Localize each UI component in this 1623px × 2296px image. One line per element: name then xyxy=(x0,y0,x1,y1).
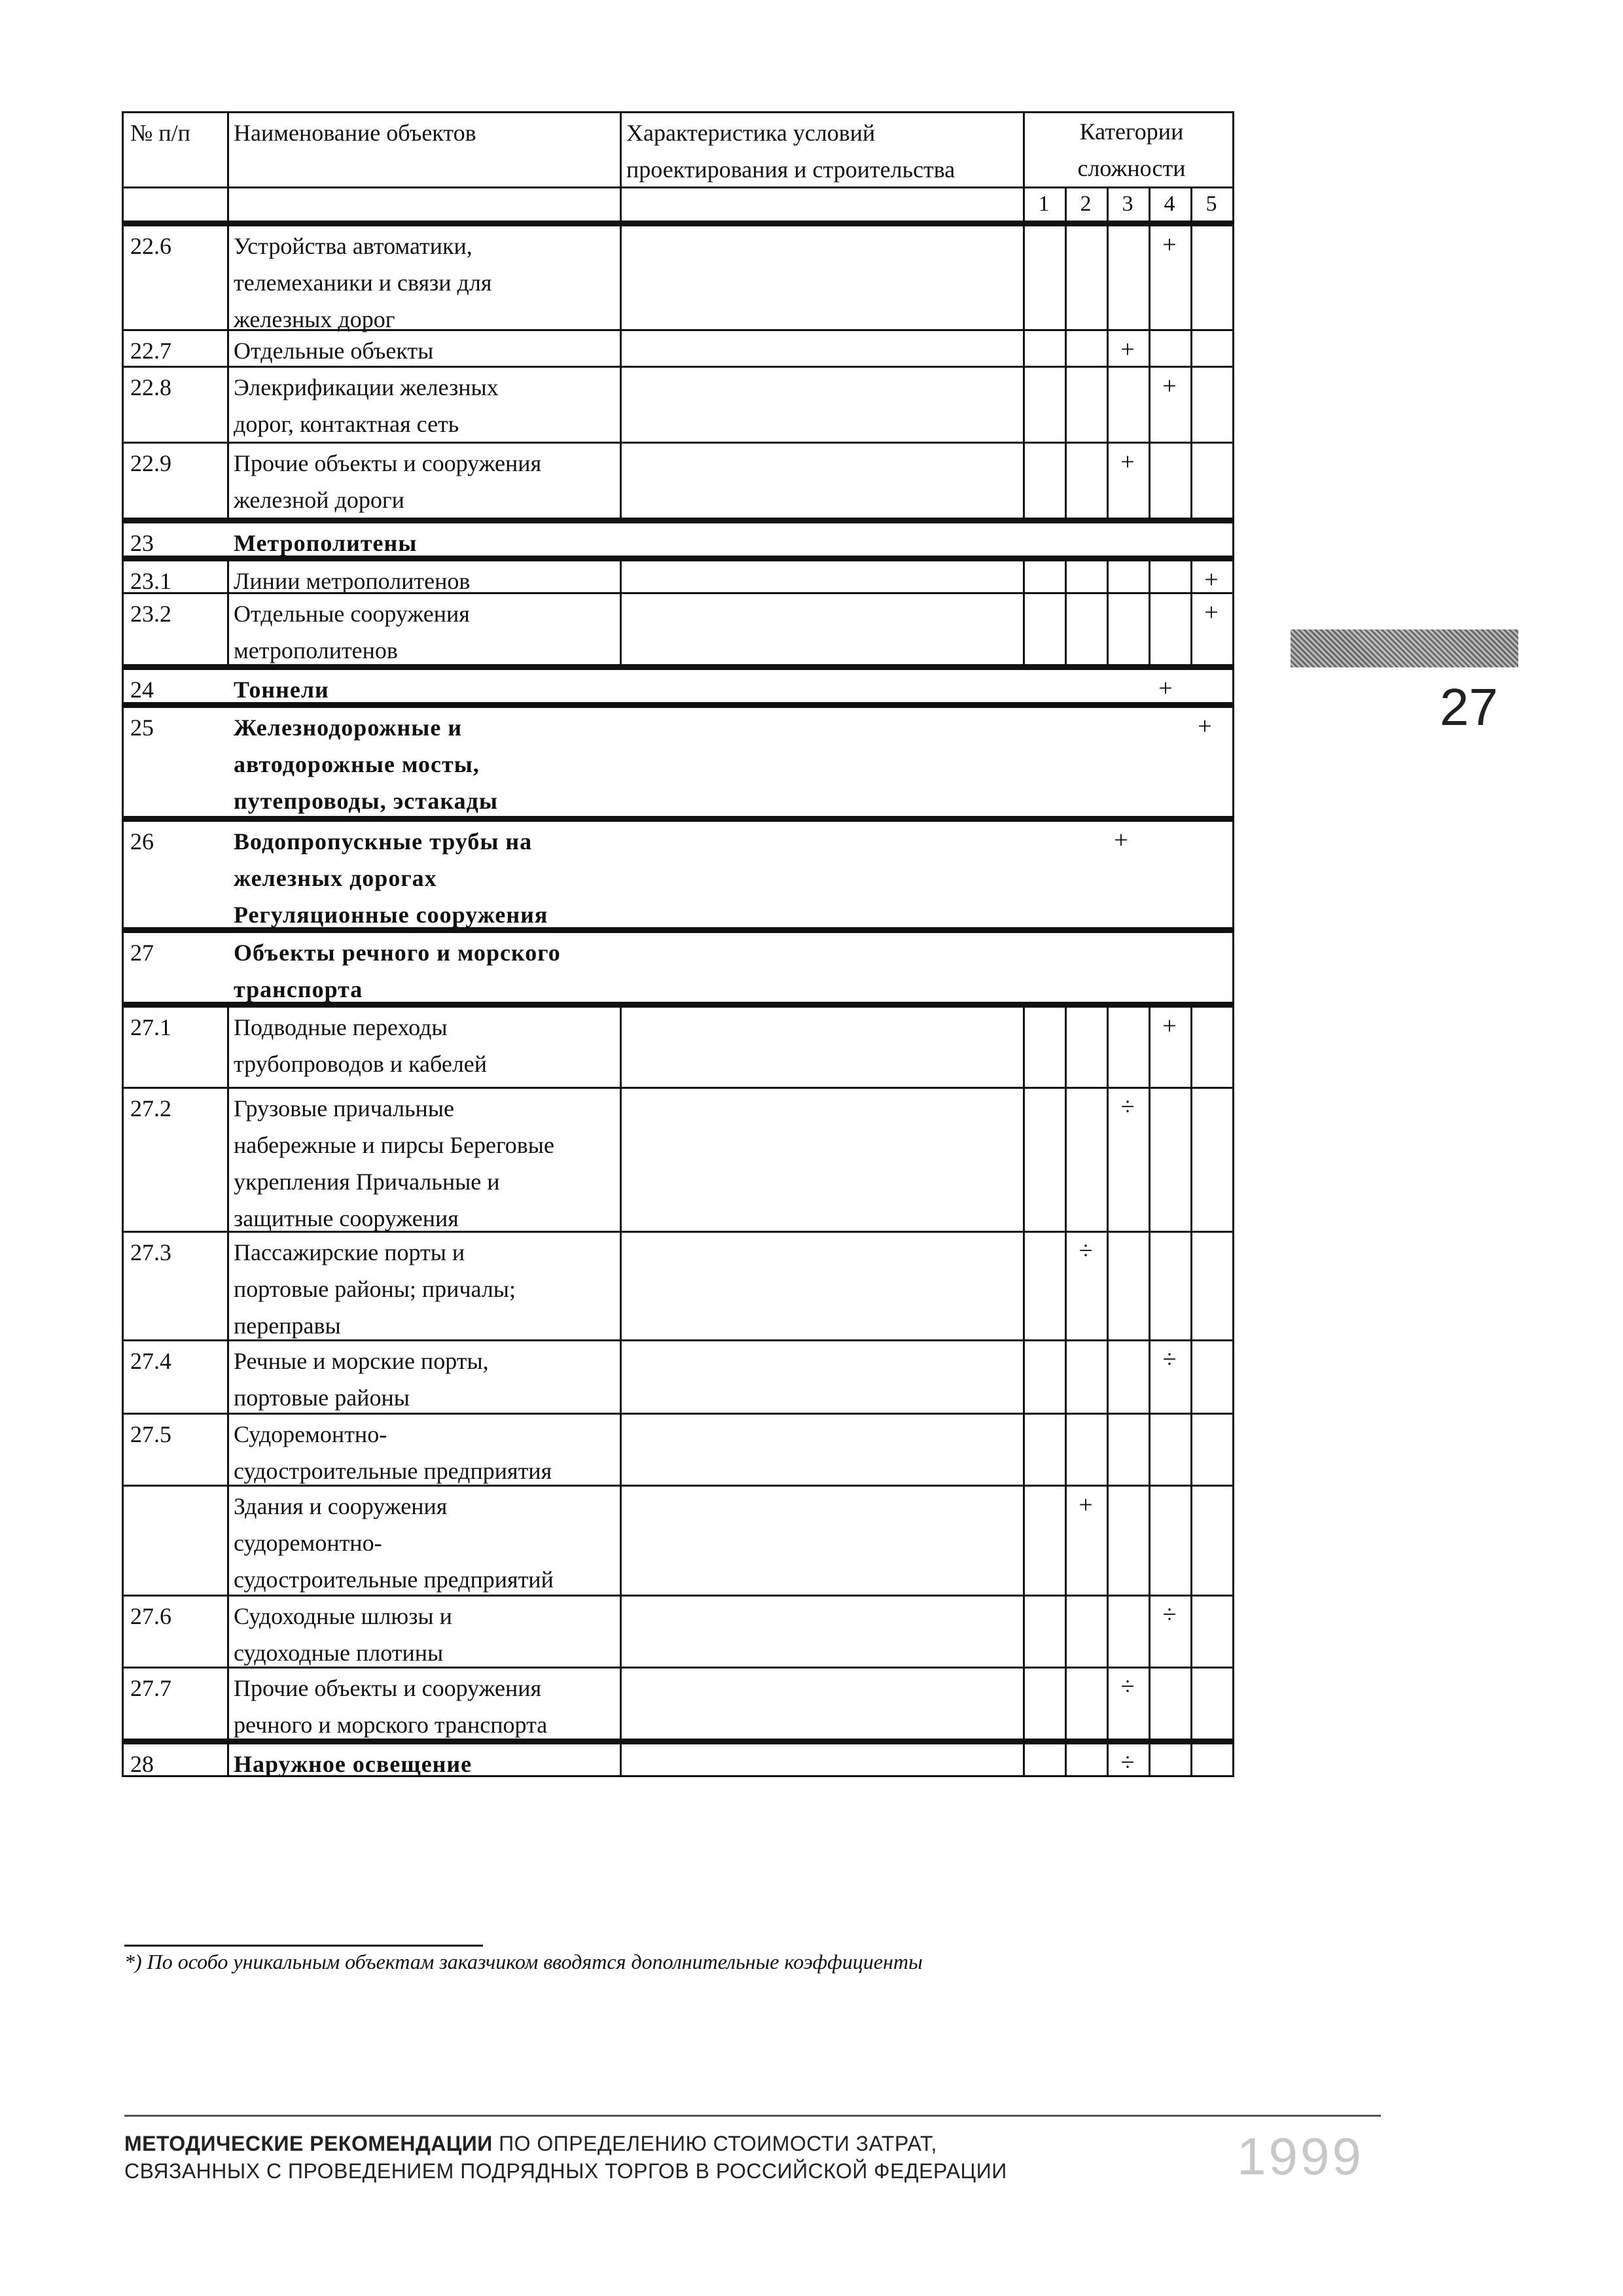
row-num: 23 xyxy=(130,530,154,556)
footer-year: 1999 xyxy=(1237,2127,1364,2185)
row-name: Судоходные шлюзы и судоходные плотины xyxy=(234,1603,452,1666)
row-num: 27.3 xyxy=(130,1239,171,1265)
row-num: 27.1 xyxy=(130,1014,171,1040)
footer-line-2: СВЯЗАННЫХ С ПРОВЕДЕНИЕМ ПОДРЯДНЫХ ТОРГОВ В РОССИЙСКОЙ ФЕДЕРАЦИИ xyxy=(124,2159,1007,2183)
header-name: Наименование объектов xyxy=(234,120,476,146)
section-title: Метрополитены xyxy=(234,530,418,556)
category-mark: + xyxy=(1079,1491,1093,1519)
cat-num-5: 5 xyxy=(1205,192,1217,216)
category-mark: + xyxy=(1204,566,1219,593)
header-num: № п/п xyxy=(130,120,190,146)
row-num: 27.5 xyxy=(130,1421,171,1447)
category-mark: + xyxy=(1162,231,1177,258)
row-name: Грузовые причальные набережные и пирсы Береговые укрепления Причальные и защитные сооружения xyxy=(234,1095,554,1231)
row-name: Здания и сооружения судоремонтно- судостроительные предприятий xyxy=(234,1493,554,1593)
category-mark: + xyxy=(1120,448,1135,476)
cat-num-2: 2 xyxy=(1080,192,1092,216)
table-section-row xyxy=(122,666,1234,704)
row-name: Прочие объекты и сооружения речного и морского транспорта xyxy=(234,1675,548,1738)
row-name: Подводные переходы трубопроводов и кабелей xyxy=(234,1014,488,1077)
table-section-row xyxy=(122,929,1234,1004)
category-mark: + xyxy=(1198,713,1212,740)
category-mark: + xyxy=(1114,826,1128,854)
section-title: Железнодорожные и автодорожные мосты, путепроводы, эстакады xyxy=(234,715,498,814)
category-mark: ÷ xyxy=(1120,1093,1135,1121)
row-num: 22.7 xyxy=(130,338,171,364)
page-footer xyxy=(124,2130,1007,2185)
row-num: 23.2 xyxy=(130,601,171,627)
header-characteristics: Характеристика условий проектирования и строительства xyxy=(626,120,955,183)
row-num: 27.4 xyxy=(130,1348,171,1374)
row-num xyxy=(124,1487,227,1595)
header-categories: Категории сложности xyxy=(1077,118,1186,181)
table-row xyxy=(122,1341,1234,1415)
table-row xyxy=(122,1415,1234,1487)
category-mark: ÷ xyxy=(1079,1237,1093,1265)
row-name: Речные и морские порты, портовые районы xyxy=(234,1348,489,1411)
row-num: 24 xyxy=(130,677,154,703)
table-section-row xyxy=(122,520,1234,557)
table-header xyxy=(122,111,1234,188)
table-row xyxy=(122,1089,1234,1233)
row-num: 27.7 xyxy=(130,1675,171,1701)
table-row xyxy=(122,1597,1234,1669)
footnote: *) По особо уникальным объектам заказчиком вводятся дополнительные коэффициенты xyxy=(124,1950,923,1973)
category-mark: + xyxy=(1120,336,1135,363)
row-name: Судоремонтно- судостроительные предприятия xyxy=(234,1421,552,1484)
category-mark: + xyxy=(1162,372,1177,400)
table-row xyxy=(122,368,1234,444)
cat-num-1: 1 xyxy=(1038,192,1050,216)
table-section-row xyxy=(122,818,1234,929)
row-num: 27 xyxy=(130,940,154,966)
table-row xyxy=(122,1233,1234,1341)
row-name: Прочие объекты и сооружения железной дороги xyxy=(234,450,542,513)
footer-rule xyxy=(124,2115,1381,2117)
row-name: Элекрификации железных дорог, контактная сеть xyxy=(234,374,499,437)
section-title: Водопропускные трубы на железных дорогах Регуляционные сооружения xyxy=(234,828,548,928)
category-mark: ÷ xyxy=(1162,1346,1177,1373)
row-num: 27.6 xyxy=(130,1603,171,1629)
section-title: Объекты речного и морского транспорта xyxy=(234,940,561,1002)
table-subheader xyxy=(122,188,1234,222)
category-mark: ÷ xyxy=(1120,1673,1135,1701)
category-mark: + xyxy=(1158,675,1173,702)
row-name: Линии метрополитенов xyxy=(234,568,471,594)
complexity-table xyxy=(122,111,1234,1777)
table-row xyxy=(122,1004,1234,1089)
row-name: Отдельные объекты xyxy=(234,338,434,364)
row-num: 26 xyxy=(130,828,154,855)
row-num: 25 xyxy=(130,715,154,741)
row-name: Наружное освещение xyxy=(234,1751,473,1777)
table-row xyxy=(122,444,1234,520)
row-name: Устройства автоматики, телемеханики и связи для железных дорог xyxy=(234,233,492,332)
table-row xyxy=(122,331,1234,368)
row-num: 23.1 xyxy=(130,568,171,594)
section-title: Тоннели xyxy=(234,677,329,703)
category-mark: ÷ xyxy=(1162,1601,1177,1629)
category-mark: + xyxy=(1162,1012,1177,1040)
table-section-row xyxy=(122,704,1234,818)
page-number: 27 xyxy=(1440,678,1498,736)
table-row xyxy=(122,1487,1234,1597)
row-num: 27.2 xyxy=(130,1095,171,1122)
table-row xyxy=(122,222,1234,331)
table-row xyxy=(122,557,1234,594)
footer-title-rest: ПО ОПРЕДЕЛЕНИЮ СТОИМОСТИ ЗАТРАТ, xyxy=(492,2132,937,2155)
category-mark: ÷ xyxy=(1120,1749,1135,1776)
cat-num-4: 4 xyxy=(1164,192,1175,216)
footer-title-bold: МЕТОДИЧЕСКИЕ РЕКОМЕНДАЦИИ xyxy=(124,2132,493,2155)
row-num: 22.6 xyxy=(130,233,171,259)
margin-stripe xyxy=(1291,629,1518,667)
row-num: 22.9 xyxy=(130,450,171,476)
row-name: Отдельные сооружения метрополитенов xyxy=(234,601,470,663)
row-name: Пассажирские порты и портовые районы; причалы; переправы xyxy=(234,1239,516,1339)
footnote-rule xyxy=(124,1945,483,1947)
table-row xyxy=(122,1740,1234,1777)
category-mark: + xyxy=(1204,599,1219,626)
table-row xyxy=(122,594,1234,666)
cat-num-3: 3 xyxy=(1122,192,1133,216)
row-num: 22.8 xyxy=(130,374,171,400)
table-row xyxy=(122,1669,1234,1740)
row-num: 28 xyxy=(130,1751,154,1777)
